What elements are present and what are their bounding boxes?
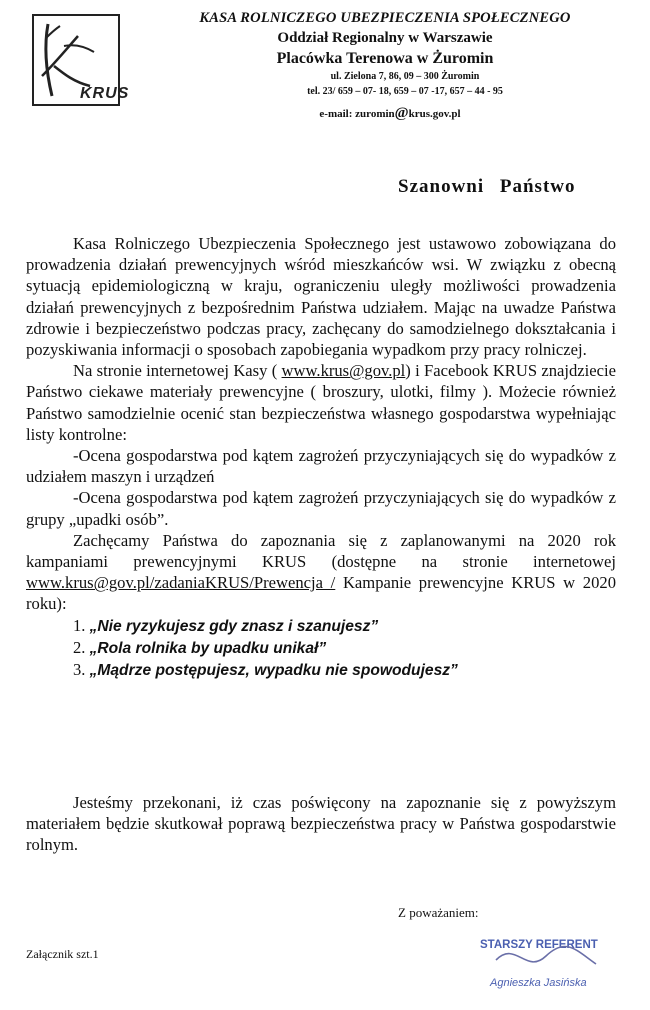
office-email	[240, 105, 540, 122]
email-at: @	[394, 105, 409, 121]
campaign-list	[26, 615, 616, 682]
campaign-title: „Mądrze postępujesz, wypadku nie spowodujesz”	[89, 662, 458, 680]
stamp-name: Agnieszka Jasińska	[490, 977, 587, 989]
campaign-title: „Rola rolnika by upadku unikał”	[89, 639, 327, 657]
paragraph-campaigns-text-2: Kampanie prewencyjne KRUS w 2020 roku):	[26, 573, 616, 614]
logo-text: KRUS	[80, 85, 130, 102]
email-suffix: krus.gov.pl	[408, 108, 461, 120]
department-name: Oddział Regionalny w Warszawie	[277, 30, 493, 46]
signature-stamp	[476, 930, 646, 990]
paragraph-website-text: Na stronie internetowej Kasy (	[73, 361, 282, 381]
paragraph-website-text-2: ) i Facebook KRUS znajdziecie Państwo ciekawe materiały prewencyjne ( broszury, ulotki, filmy ). Możecie również Państwo samodzielnie ocenić stan bezpieczeństwa własnego gospodarstwa wypełniając listy kontrolne:	[26, 361, 616, 444]
prevention-page-link[interactable]: www.krus@gov.pl/zadaniaKRUS/Prewencja /	[26, 573, 336, 593]
regards: Z poważaniem:	[398, 905, 479, 920]
paragraph-campaigns	[26, 530, 616, 615]
campaign-number: 1.	[73, 615, 90, 635]
email-prefix: e-mail: zuromin	[319, 108, 395, 120]
paragraph-website	[26, 360, 616, 445]
office-phone: tel. 23/ 659 – 07- 18, 659 – 07 -17, 657 – 44 - 95	[307, 86, 503, 97]
checklist-item-falls: -Ocena gospodarstwa pod kątem zagrożeń przyczyniających się do wypadków z grupy „upadki osób”.	[26, 488, 616, 529]
checklist-item-machines: -Ocena gospodarstwa pod kątem zagrożeń przyczyniających się do wypadków z udziałem maszyn i urządzeń	[26, 446, 616, 487]
campaign-item	[26, 659, 616, 681]
office-address: ul. Zielona 7, 86, 09 – 300 Żuromin	[330, 71, 480, 82]
office-name: Placówka Terenowa w Żuromin	[276, 50, 494, 67]
stamp-title: STARSZY REFERENT	[480, 939, 598, 951]
krus-logo-icon	[34, 16, 130, 104]
campaign-number: 2.	[73, 637, 90, 657]
paragraph-intro: Kasa Rolniczego Ubezpieczenia Społecznego jest ustawowo zobowiązana do prowadzenia działań prewencyjnych wśród mieszkańców wsi. W związku z obecną sytuacją epidemiologiczną w kraju, ograniczeniu uległy możliwości prowadzenia działań prewencyjnych z bezpośrednim Państwa udziałem. Mając na uwadze Państwa zdrowie i bezpieczeństwo podczas pracy, zachęcany do samodzielnego dokształcania i pozyskiwania informacji o sposobach zapobiegania wypadkom przy pracy rolniczej.	[26, 234, 616, 360]
paragraph-campaigns-text: Zachęcamy Państwa do zapoznania się z zaplanowanymi na 2020 rok kampaniami prewencyjnymi KRUS (dostępne na stronie internetowej	[26, 530, 616, 572]
campaign-item	[26, 615, 616, 637]
krus-logo	[32, 14, 130, 106]
letter-body	[26, 233, 616, 681]
attachment-note: Załącznik szt.1	[26, 947, 99, 961]
closing-paragraph: Jesteśmy przekonani, iż czas poświęcony na zapoznanie się z powyższym materiałem będzie skutkował poprawą bezpieczeństwa pracy w Państwa gospodarstwie rolnym.	[26, 793, 616, 855]
krus-website-link[interactable]: www.krus@gov.pl	[281, 361, 406, 381]
institution-name: KASA ROLNICZEGO UBEZPIECZENIA SPOŁECZNEGO	[199, 10, 571, 26]
greeting: Szanowni Państwo	[398, 176, 576, 197]
campaign-number: 3.	[73, 660, 90, 680]
campaign-title: „Nie ryzykujesz gdy znasz i szanujesz”	[89, 617, 379, 635]
campaign-item	[26, 637, 616, 659]
